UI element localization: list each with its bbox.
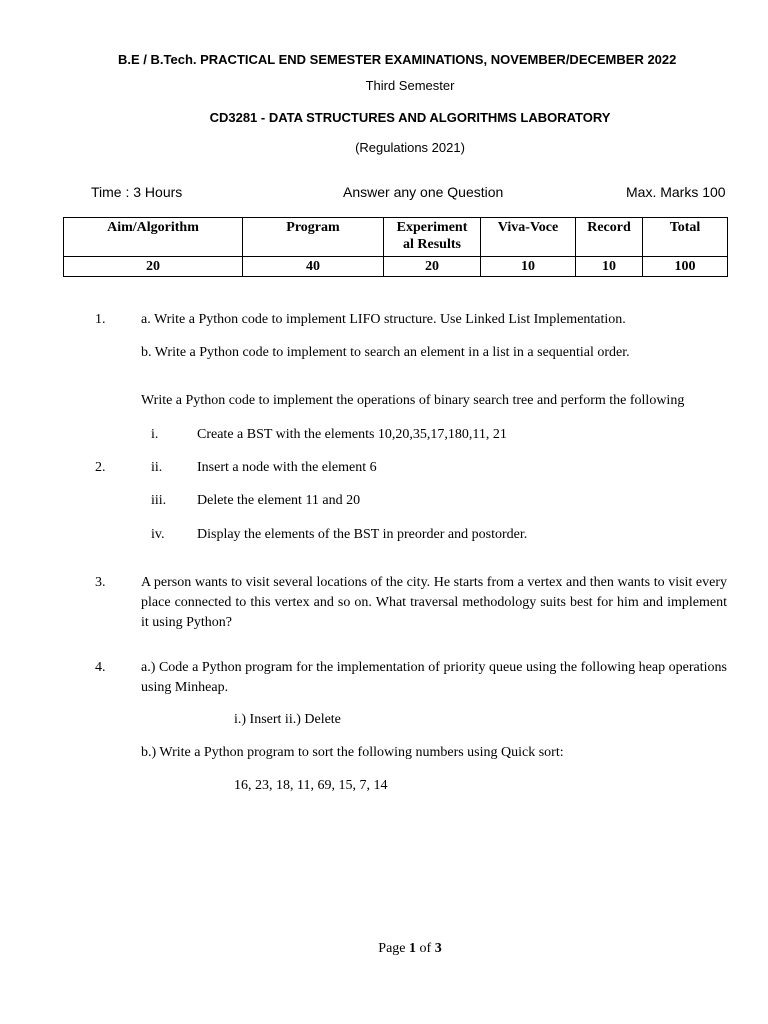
header-experimental-line1: Experiment — [396, 220, 468, 235]
question-3-number: 3. — [95, 575, 106, 590]
header-experimental-results — [384, 218, 481, 257]
header-experimental-line2: al Results — [403, 237, 461, 252]
question-1a-text: a. Write a Python code to implement LIFO structure. Use Linked List Implementation. — [141, 312, 626, 327]
marks-table-header-row — [64, 218, 728, 257]
course-title: CD3281 - DATA STRUCTURES AND ALGORITHMS LABORATORY — [209, 110, 611, 125]
question-2-item-1-number: i. — [151, 427, 159, 442]
page-number — [26, 941, 768, 957]
marks-table-value-row — [64, 257, 728, 277]
header-viva-voce: Viva-Voce — [481, 218, 576, 257]
question-2-item-4-text: Display the elements of the BST in preorder and postorder. — [197, 527, 528, 542]
page-word: Page — [378, 941, 406, 956]
question-2-item-4-number: iv. — [151, 527, 165, 542]
semester-label: Third Semester — [365, 78, 455, 93]
marks-table — [63, 217, 728, 277]
header-program: Program — [243, 218, 384, 257]
question-4b-text: b.) Write a Python program to sort the following numbers using Quick sort: — [141, 745, 564, 760]
value-program: 40 — [243, 257, 384, 277]
header-aim: Aim/Algorithm — [64, 218, 243, 257]
header-total: Total — [643, 218, 728, 257]
exam-duration: Time : 3 Hours — [91, 184, 183, 200]
question-1b-text: b. Write a Python code to implement to search an element in a list in a sequential order. — [141, 345, 630, 360]
question-2-intro: Write a Python code to implement the operations of binary search tree and perform the following — [141, 393, 685, 408]
value-total: 100 — [643, 257, 728, 277]
question-2-item-3-text: Delete the element 11 and 20 — [197, 493, 361, 508]
value-viva-voce: 10 — [481, 257, 576, 277]
question-4b-numbers: 16, 23, 18, 11, 69, 15, 7, 14 — [234, 778, 388, 793]
page-current: 1 — [409, 941, 417, 956]
question-3-text: A person wants to visit several locations of the city. He starts from a vertex and then wants to visit every place connected to this vertex and so on. What traversal methodology suits best for him and implement it using Python? — [141, 575, 727, 630]
exam-title: B.E / B.Tech. PRACTICAL END SEMESTER EXAMINATIONS, NOVEMBER/DECEMBER 2022 — [118, 52, 677, 67]
question-2-item-2-text: Insert a node with the element 6 — [197, 460, 377, 475]
header-record: Record — [576, 218, 643, 257]
question-2-item-2-number: ii. — [151, 460, 163, 475]
question-4a-text: a.) Code a Python program for the implementation of priority queue using the following heap operations using Minheap. — [141, 660, 727, 695]
value-experimental-results: 20 — [384, 257, 481, 277]
page-of-word: of — [419, 941, 432, 956]
value-aim: 20 — [64, 257, 243, 277]
max-marks: Max. Marks 100 — [626, 184, 726, 200]
question-1-number: 1. — [95, 312, 106, 327]
question-2-item-3-number: iii. — [151, 493, 167, 508]
value-record: 10 — [576, 257, 643, 277]
question-4-number: 4. — [95, 660, 106, 675]
regulations-label: (Regulations 2021) — [355, 140, 465, 155]
question-2-number: 2. — [95, 460, 106, 475]
question-4a-operations: i.) Insert ii.) Delete — [234, 712, 341, 727]
question-2-item-1-text: Create a BST with the elements 10,20,35,17,180,11, 21 — [197, 427, 507, 442]
exam-instruction: Answer any one Question — [343, 184, 504, 200]
page-total: 3 — [434, 941, 442, 956]
